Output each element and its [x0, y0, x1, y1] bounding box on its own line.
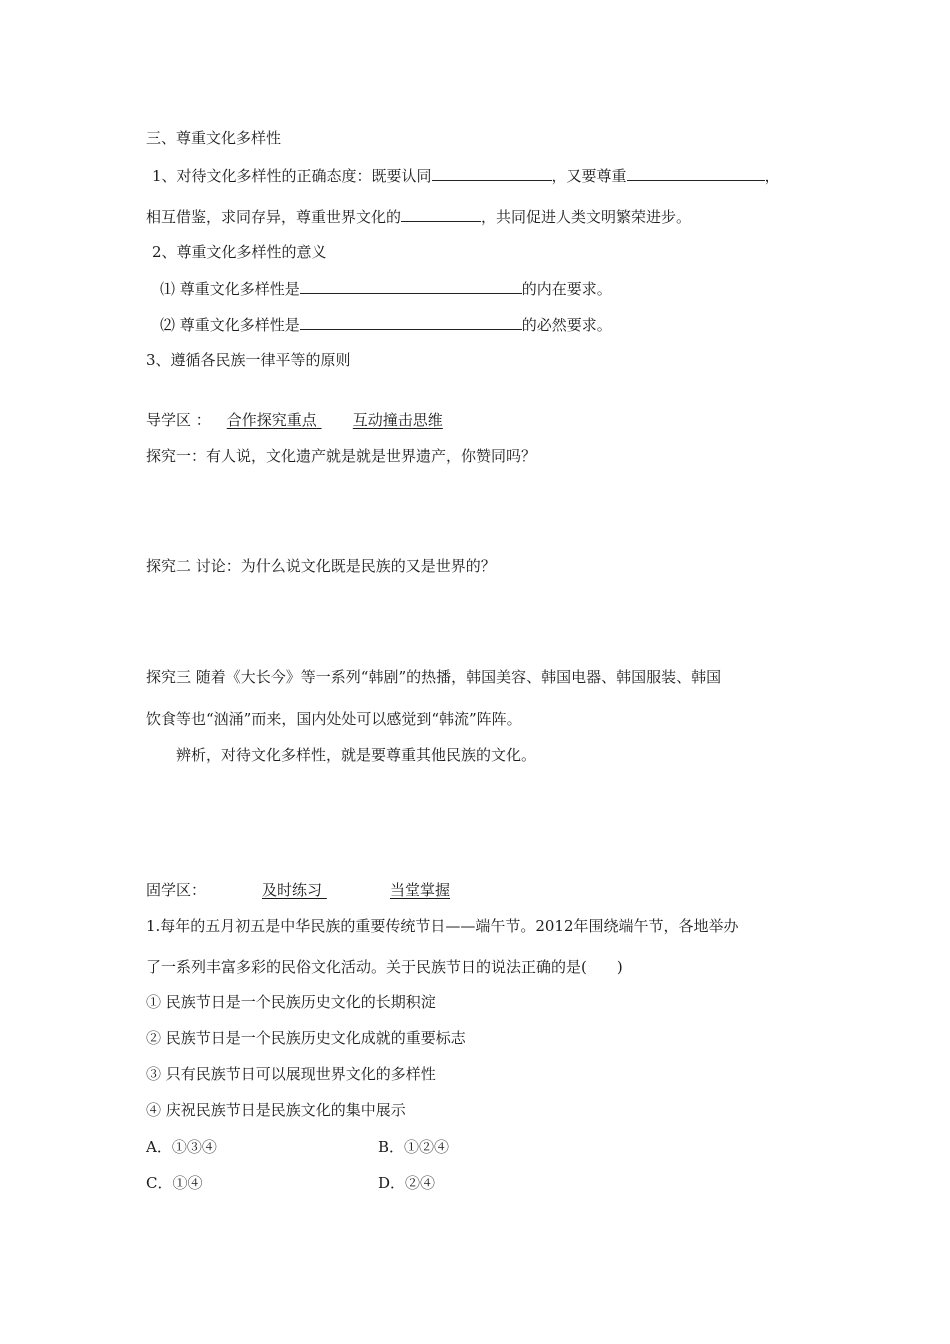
option-d[interactable]: D．②④: [378, 1174, 436, 1192]
item1-line2-suffix: ，共同促进人类文明繁荣进步。: [481, 208, 692, 226]
sub1-suffix: 的内在要求。: [521, 280, 612, 298]
statement-3: ③ 只有民族节日可以展现世界文化的多样性: [146, 1065, 436, 1083]
inquiry-2: 探究二 讨论：为什么说文化既是民族的又是世界的？: [146, 557, 496, 575]
consolidate-label: 固学区：: [146, 881, 207, 899]
option-b[interactable]: B．①②④: [378, 1138, 450, 1156]
item1-line2: [146, 206, 691, 227]
question-line1: 1.每年的五月初五是中华民族的重要传统节日——端午节。2012年围绕端午节，各地举办: [146, 917, 739, 935]
item2-sub2: [160, 314, 612, 335]
consolidate-header: [146, 880, 450, 900]
consolidate-part2: 当堂掌握: [390, 881, 451, 899]
blank-respect[interactable]: [627, 165, 765, 181]
section-heading: 三、尊重文化多样性: [146, 129, 282, 147]
question-line2: 了一系列丰富多彩的民俗文化活动。关于民族节日的说法正确的是( ): [146, 958, 623, 976]
item2-sub1: [160, 278, 612, 299]
item1-prefix: 1、对待文化多样性的正确态度：既要认同: [152, 167, 432, 185]
sub2-suffix: 的必然要求。: [521, 316, 612, 334]
sub1-prefix: ⑴ 尊重文化多样性是: [160, 280, 300, 298]
inquiry-1: 探究一：有人说，文化遗产就是就是世界遗产，你赞同吗？: [146, 447, 537, 465]
statement-2: ② 民族节日是一个民族历史文化成就的重要标志: [146, 1029, 466, 1047]
statement-1: ① 民族节日是一个民族历史文化的长期积淀: [146, 993, 436, 1011]
guide-header: [146, 410, 443, 430]
inquiry-3-line3: 辨析，对待文化多样性，就是要尊重其他民族的文化。: [176, 746, 537, 764]
item1-line1: [152, 165, 780, 186]
blank-sub1[interactable]: [300, 278, 522, 294]
item1-line2-prefix: 相互借鉴，求同存异，尊重世界文化的: [146, 208, 402, 226]
inquiry-3-line2: 饮食等也“汹涌”而来，国内处处可以感觉到“韩流”阵阵。: [146, 710, 522, 728]
blank-world-culture[interactable]: [401, 206, 481, 222]
guide-part2: 互动撞击思维: [352, 411, 443, 429]
option-a[interactable]: A．①③④: [146, 1138, 217, 1156]
item1-mid: ，又要尊重: [551, 167, 627, 185]
guide-label: 导学区 ：: [146, 411, 211, 429]
item1-end: ，: [764, 167, 780, 185]
option-c[interactable]: C．①④: [146, 1174, 203, 1192]
item2-heading: 2、尊重文化多样性的意义: [152, 243, 327, 261]
blank-sub2[interactable]: [300, 314, 522, 330]
consolidate-part1: 及时练习: [262, 881, 323, 899]
sub2-prefix: ⑵ 尊重文化多样性是: [160, 316, 300, 334]
inquiry-3-line1: 探究三 随着《大长今》等一系列“韩剧”的热播，韩国美容、韩国电器、韩国服装、韩国: [146, 668, 722, 686]
statement-4: ④ 庆祝民族节日是民族文化的集中展示: [146, 1101, 406, 1119]
blank-identify[interactable]: [432, 165, 552, 181]
guide-part1: 合作探究重点: [226, 411, 317, 429]
item3: 3、遵循各民族一律平等的原则: [146, 351, 351, 369]
